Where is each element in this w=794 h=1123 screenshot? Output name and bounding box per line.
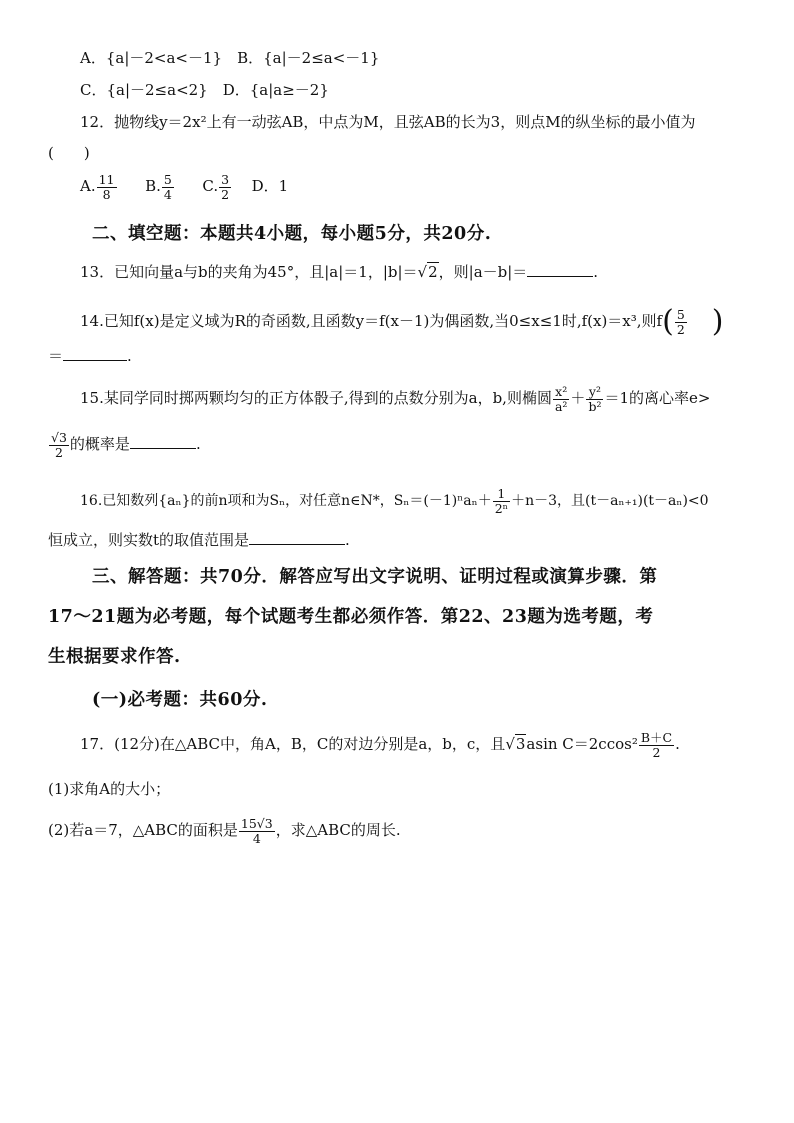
q12-stem: 12．抛物线y＝2x²上有一动弦AB，中点为M，且弦AB的长为3，则点M的纵坐标的最小值为: [80, 113, 696, 131]
q15: 15.某同学同时掷两颗均匀的正方体骰子,得到的点数分别为a，b,则椭圆 $\frac{\text{x²}}{\text{a²}}$ ＋ $\frac{\text{y²}}{\text{b²}}$ ＝1的离心率e>: [80, 383, 711, 414]
q17-part2: (2)若a＝7，△ABC的面积是 $\frac{15√3}{4}$ ，求△ABC的周长.: [48, 815, 401, 846]
subsection-required: (一)必考题：共60分.: [92, 690, 268, 710]
q12-options: A. $\frac{11}{8}$ B. $\frac{5}{4}$ C. $\frac{3}{2}$ D．1: [80, 171, 289, 202]
q14-answer-blank[interactable]: [63, 346, 127, 361]
section3-line3: 生根据要求作答.: [48, 647, 181, 667]
q15-line2: $\frac{√3}{2}$ 的概率是 .: [51, 429, 201, 460]
section2-title: 二、填空题：本题共4小题，每小题5分，共20分.: [92, 224, 492, 244]
q13-answer-blank[interactable]: [527, 262, 593, 277]
section3-line1: 三、解答题：共70分．解答应写出文字说明、证明过程或演算步骤．第: [92, 567, 658, 587]
section3-line2: 17～21题为必考题，每个试题考生都必须作答．第22、23题为选考题，考: [48, 607, 654, 627]
q17-stem: 17．(12分)在△ABC中，角A，B，C的对边分别是a，b，c，且√3asin C＝2ccos² $\frac{B+C}{2}$ .: [80, 729, 680, 760]
q11-options-line2: C．{a|－2≤a<2} D．{a|a≥－2}: [80, 81, 329, 99]
q11-options-line1: A．{a|－2<a<－1} B．{a|－2≤a<－1}: [80, 49, 380, 67]
q12-paren: ( ): [48, 144, 90, 162]
q14-line2: ＝ .: [48, 347, 132, 365]
q14: 14.已知f(x)是定义域为R的奇函数,且函数y＝f(x－1)为偶函数,当0≤x≤1时,f(x)＝x³,则f( $\frac{5}{2}$ ): [80, 304, 724, 339]
q15-answer-blank[interactable]: [130, 434, 196, 449]
q13: 13．已知向量a与b的夹角为45°，且|a|＝1，|b|＝√2，则|a－b|＝ .: [80, 263, 599, 281]
q16-line2: 恒成立，则实数t的取值范围是 .: [48, 531, 350, 549]
q16: 16.已知数列{aₙ}的前n项和为Sₙ，对任意n∈N*，Sₙ＝(－1)ⁿaₙ＋ $\frac{1}{\text{2ⁿ}}$ ＋n－3，且(t－aₙ₊₁)(t－aₙ)<0: [80, 485, 709, 516]
q16-answer-blank[interactable]: [249, 530, 345, 545]
q17-part1: (1)求角A的大小；: [48, 780, 171, 798]
